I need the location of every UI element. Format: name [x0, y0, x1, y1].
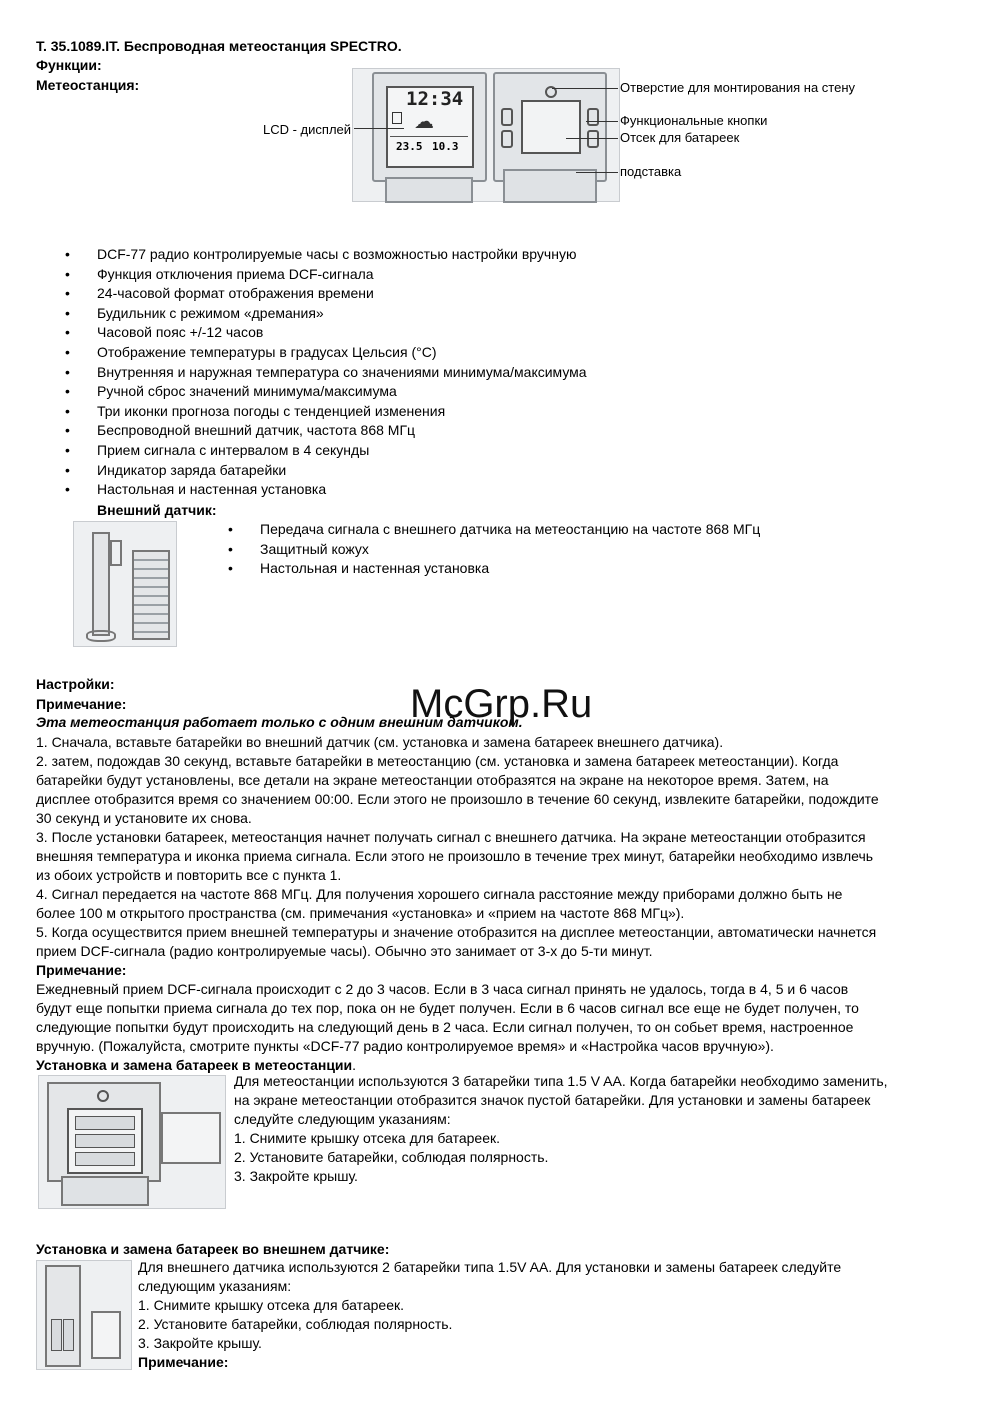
list-item: • Часовой пояс +/-12 часов — [65, 323, 587, 343]
label-wall-mount: Отверстие для монтирования на стену — [620, 80, 856, 95]
list-item: • Внутренняя и наружная температура со значениями минимума/максимума — [65, 363, 587, 383]
paragraph-2-line: 2. затем, подождав 30 секунд, вставьте батарейки в метеостанцию (см. установка и замена батареек метеостанции). Когда — [36, 753, 839, 769]
lcd-divider — [390, 136, 468, 137]
sensor-illustration — [73, 521, 177, 647]
sensor-battery-heading: Установка и замена батареек во внешнем датчике: — [36, 1241, 390, 1257]
stand-leader-line — [576, 172, 618, 173]
protective-cover — [132, 550, 170, 640]
battery-icon — [75, 1116, 135, 1130]
sensor-body — [92, 532, 110, 636]
lcd-leader-line — [354, 128, 404, 129]
paragraph-3-line: 3. После установки батареек, метеостанция начнет получать сигнал с внешнего датчика. На экране метеостанции отобразится — [36, 829, 866, 845]
station-battery-heading: Установка и замена батареек в метеостанции — [36, 1057, 353, 1073]
sensor-body-open — [45, 1265, 81, 1367]
list-item: • Защитный кожух — [228, 540, 760, 560]
battery-leader-line — [566, 138, 618, 139]
compartment-cover — [161, 1112, 221, 1164]
sensor-battery-line: 1. Снимите крышку отсека для батареек. — [138, 1297, 405, 1313]
stand — [61, 1176, 149, 1206]
label-battery-compartment: Отсек для батареек — [620, 130, 740, 145]
paragraph-4-line: более 100 м открытого пространства (см. примечания «установка» и «прием на частоте 868 МГц»). — [36, 905, 685, 921]
page-title: Т. 35.1089.IT. Беспроводная метеостанция SPECTRO. — [36, 38, 402, 54]
list-item: • Ручной сброс значений минимума/максимума — [65, 382, 587, 402]
sensor-battery-text — [138, 1258, 841, 1372]
list-item: • Будильник с режимом «дремания» — [65, 304, 587, 324]
functions-heading: Функции: — [36, 57, 102, 73]
note-2-line: следующие попытки будут происходить на следующий день в 2 часа. Если сигнал получен, то он собьет время, настроенное — [36, 1019, 854, 1035]
station-battery-line: 1. Снимите крышку отсека для батареек. — [234, 1130, 501, 1146]
list-item: • Функция отключения приема DCF-сигнала — [65, 265, 587, 285]
battery-compartment-open — [67, 1108, 143, 1174]
station-battery-line: на экране метеостанции отобразится значок пустой батарейки. Для установки и замены батареек — [234, 1092, 871, 1108]
paragraph-1: 1. Сначала, вставьте батарейки во внешний датчик (см. установка и замена батареек внешнего датчика). — [36, 734, 724, 750]
paragraph-5-line: прием DCF-сигнала (радио контролируемые часы). Обычно это занимает от 3-х до 5-ти минут. — [36, 943, 653, 959]
lcd-temp-indoor: 23.5 — [396, 140, 423, 153]
function-button-left-icon — [501, 108, 513, 126]
battery-icon — [75, 1152, 135, 1166]
station-feature-list — [65, 245, 587, 500]
house-icon — [392, 112, 402, 124]
sensor-battery-line: Для внешнего датчика используются 2 батарейки типа 1.5V AA. Для установки и замены батареек следуйте — [138, 1259, 842, 1275]
buttons-leader-line — [586, 121, 618, 122]
note-2-line: Ежедневный прием DCF-сигнала происходит с 2 до 3 часов. Если в 3 часа сигнал принять не удалось, тогда в 4, 5 и 6 часов — [36, 981, 849, 997]
cloud-sun-icon: ☁ — [414, 111, 434, 133]
station-battery-line: 2. Установите батарейки, соблюдая полярность. — [234, 1149, 549, 1165]
label-stand: подставка — [620, 164, 682, 179]
list-item: • 24-часовой формат отображения времени — [65, 284, 587, 304]
sensor-battery-line: 3. Закройте крышу. — [138, 1335, 262, 1351]
list-item: • Прием сигнала с интервалом в 4 секунды — [65, 441, 587, 461]
station-battery-text — [234, 1072, 888, 1186]
note-italic: Эта метеостанция работает только с одним внешним датчиком. — [36, 714, 523, 730]
settings-body — [36, 733, 966, 1075]
battery-compartment — [521, 100, 581, 154]
station-battery-illustration — [38, 1075, 226, 1209]
station-battery-line: Для метеостанции используются 3 батарейки типа 1.5 V AA. Когда батарейки необходимо заменить, — [234, 1073, 888, 1089]
sensor-feature-list — [228, 520, 760, 579]
lcd-display — [386, 86, 474, 168]
list-item: • Беспроводной внешний датчик, частота 868 МГц — [65, 421, 587, 441]
station-back-open — [47, 1082, 161, 1182]
station-front — [372, 72, 487, 182]
station-battery-line: следуйте следующим указаниям: — [234, 1111, 451, 1127]
note-heading: Примечание: — [36, 696, 127, 712]
function-button-left2-icon — [501, 130, 513, 148]
watermark: McGrp.Ru — [410, 682, 593, 726]
battery-icon — [75, 1134, 135, 1148]
note-2-line: вручную. (Пожалуйста, смотрите пункты «DCF-77 радио контролируемое время» и «Настройка часов вручную»). — [36, 1038, 774, 1054]
sensor-cover — [91, 1311, 121, 1359]
sensor-clip — [110, 540, 122, 566]
sensor-base — [86, 630, 116, 642]
settings-heading: Настройки: — [36, 676, 115, 692]
function-button-right-icon — [587, 108, 599, 126]
battery-icon — [51, 1319, 62, 1351]
lcd-temp-outdoor: 10.3 — [432, 140, 459, 153]
heading-period: . — [352, 1057, 357, 1073]
station-front-stand — [385, 177, 473, 203]
note-2-line: будут еще попытки приема сигнала до тех пор, пока он не будет получен. Если в 6 часов сигнал все еще не будет получен, то — [36, 1000, 859, 1016]
list-item: • Настольная и настенная установка — [65, 480, 587, 500]
list-item: • Индикатор заряда батарейки — [65, 461, 587, 481]
wall-leader-line — [552, 88, 618, 89]
list-item: • DCF-77 радио контролируемые часы с возможностью настройки вручную — [65, 245, 587, 265]
paragraph-2-line: батарейки будут установлены, все детали на экране метеостанции отобразятся на экране на некоторое время. Затем, на — [36, 772, 829, 788]
note-2-heading: Примечание: — [36, 962, 127, 978]
wall-mount-hole-icon — [97, 1090, 109, 1102]
list-item: • Настольная и настенная установка — [228, 559, 760, 579]
paragraph-3-line: внешняя температура и иконка приема сигнала. Если этого не произошло в течение трех минут, батарейки необходимо извлечь — [36, 848, 874, 864]
sensor-battery-line: следующим указаниям: — [138, 1278, 292, 1294]
battery-icon — [63, 1319, 74, 1351]
paragraph-5-line: 5. Когда осуществится прием внешней температуры и значение отобразится на дисплее метеостанции, автоматически начнется — [36, 924, 877, 940]
sensor-heading: Внешний датчик: — [97, 502, 217, 518]
list-item: • Отображение температуры в градусах Цельсия (°C) — [65, 343, 587, 363]
lcd-time: 12:34 — [406, 88, 464, 110]
paragraph-2-line: 30 секунд и установите их снова. — [36, 810, 252, 826]
sensor-battery-line: 2. Установите батарейки, соблюдая полярность. — [138, 1316, 453, 1332]
label-function-buttons: Функциональные кнопки — [620, 113, 768, 128]
paragraph-4-line: 4. Сигнал передается на частоте 868 МГц. Для получения хорошего сигнала расстояние между приборами должно быть не — [36, 886, 843, 902]
function-button-right2-icon — [587, 130, 599, 148]
list-item: • Передача сигнала с внешнего датчика на метеостанцию на частоте 868 МГц — [228, 520, 760, 540]
station-heading: Метеостанция: — [36, 77, 140, 93]
paragraph-2-line: дисплее отобразится время со значением 00:00. Если этого не произошло в течение 60 секунд, извлеките батарейки, подождите — [36, 791, 879, 807]
station-battery-line: 3. Закройте крышу. — [234, 1168, 358, 1184]
lcd-label: LCD - дисплей — [263, 122, 352, 137]
list-item: • Три иконки прогноза погоды с тенденцией изменения — [65, 402, 587, 422]
stand — [503, 169, 597, 203]
sensor-battery-note-heading: Примечание: — [138, 1354, 229, 1370]
sensor-battery-illustration — [36, 1260, 132, 1370]
paragraph-3-line: из обоих устройств и повторить все с пункта 1. — [36, 867, 342, 883]
